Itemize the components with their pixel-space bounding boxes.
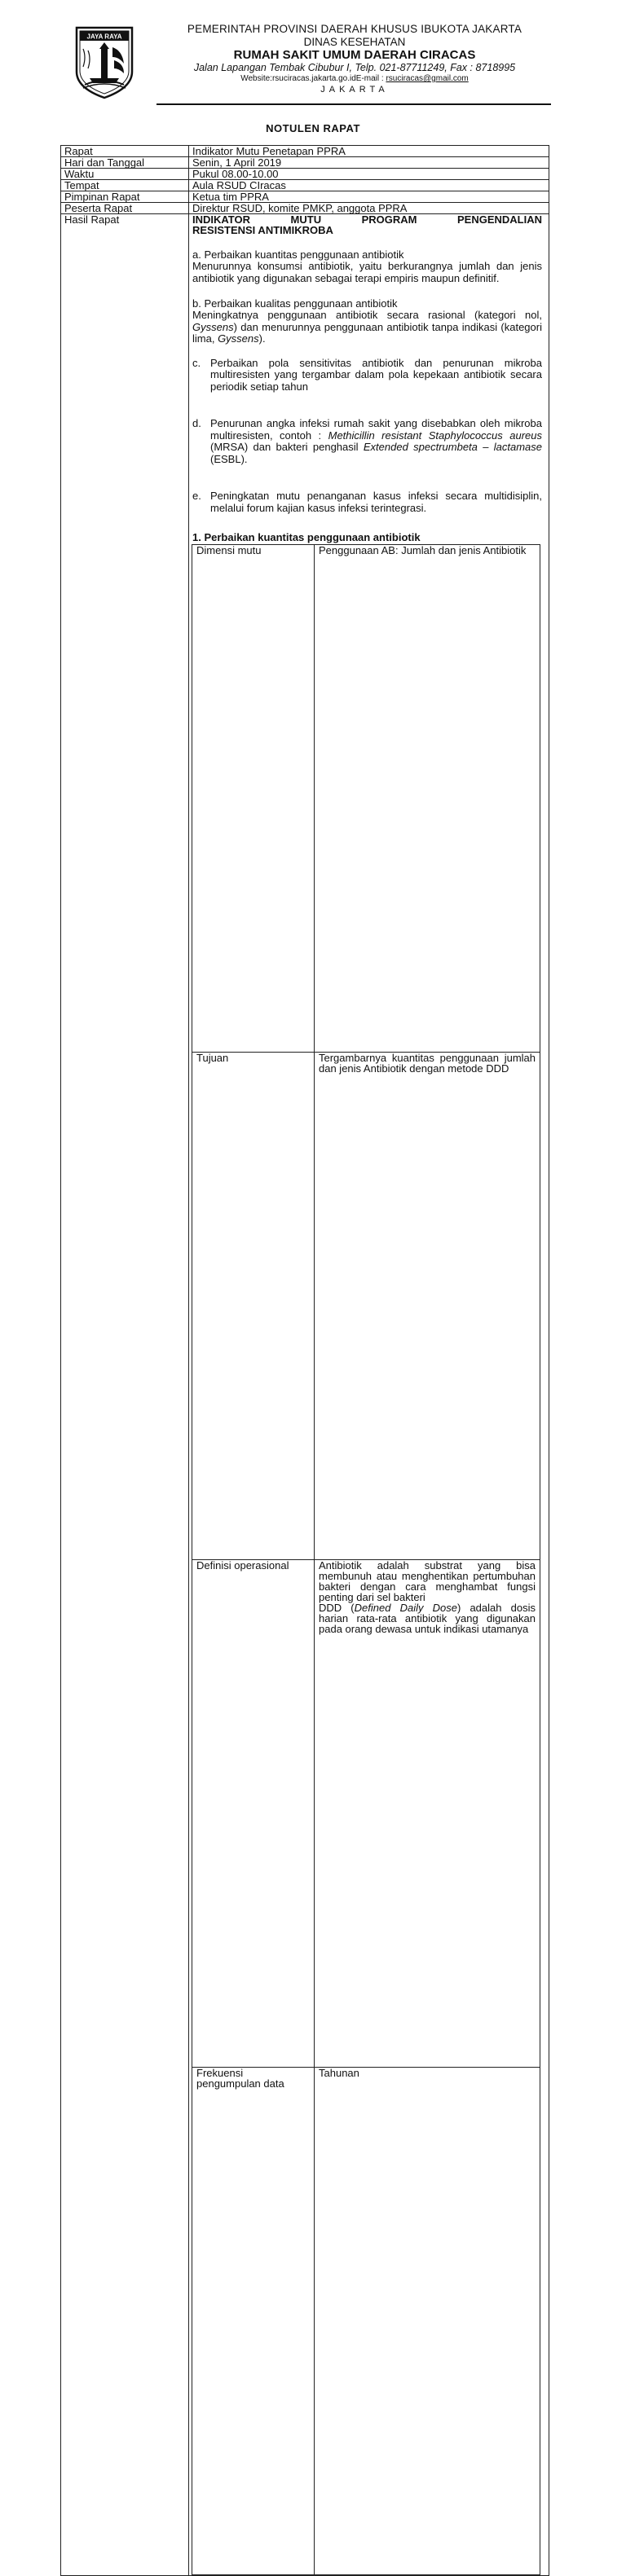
table-row-hasil bbox=[61, 214, 549, 2576]
section-1-title: 1. Perbaikan kuantitas penggunaan antibiotik bbox=[192, 531, 421, 543]
hospital-name: RUMAH SAKIT UMUM DAERAH CIRACAS bbox=[233, 48, 476, 62]
indicator-label: Dimensi mutu bbox=[192, 545, 315, 1053]
table-row bbox=[61, 157, 549, 169]
item-a-body: Menurunnya konsumsi antibiotik, yaitu berkurangnya jumlah dan jenis antibiotik yang digunakan sebagai terapi empiris maupun definitif. bbox=[192, 260, 542, 284]
table-row bbox=[61, 146, 549, 157]
ddd-text2: ) adalah dosis harian rata-rata antibiotik yang digunakan pada orang dewasa untuk indikasi utamanya bbox=[319, 1602, 536, 1635]
department-name: DINAS KESEHATAN bbox=[303, 36, 406, 48]
indicator-value: Penggunaan AB: Jumlah dan jenis Antibiotik bbox=[315, 545, 540, 1053]
item-e-label: e. bbox=[192, 490, 201, 502]
item-c-body: Perbaikan pola sensitivitas antibiotik dan penurunan mikroba multiresisten yang tergambar dalam pola kepekaan antibiotik secara periodik setiap tahun bbox=[210, 356, 542, 393]
item-d-text2: (MRSA) dan bakteri penghasil bbox=[210, 441, 364, 453]
row-value: Ketua tim PPRA bbox=[189, 191, 549, 203]
item-c bbox=[192, 358, 542, 393]
item-d bbox=[192, 418, 542, 465]
item-e-body: Peningkatan mutu penanganan kasus infeksi secara multidisiplin, melalui forum kajian kasus infeksi terintegrasi. bbox=[210, 490, 542, 514]
item-b-body bbox=[192, 310, 542, 345]
table-row bbox=[61, 191, 549, 203]
indicator-row bbox=[192, 1560, 540, 2068]
hasil-title-line1: INDIKATOR MUTU PROGRAM PENGENDALIAN bbox=[192, 213, 542, 226]
website-text: Website:rsuciracas.jakarta.go.idE-mail : bbox=[240, 74, 386, 83]
indicator-value: Tahunan bbox=[315, 2068, 540, 2575]
row-label: Waktu bbox=[61, 169, 189, 180]
indicator-table bbox=[192, 544, 540, 2575]
hospital-address: Jalan Lapangan Tembak Cibubur I, Telp. 021-87711249, Fax : 8718995 bbox=[193, 62, 516, 73]
website-line bbox=[155, 74, 554, 84]
row-label: Rapat bbox=[61, 146, 189, 157]
ddd-text1: DDD ( bbox=[319, 1602, 355, 1614]
government-name: PEMERINTAH PROVINSI DAERAH KHUSUS IBUKOTA JAKARTA bbox=[187, 23, 522, 35]
hasil-content bbox=[189, 214, 549, 2576]
item-a-heading: a. Perbaikan kuantitas penggunaan antibiotik bbox=[192, 248, 404, 261]
row-value: Direktur RSUD, komite PMKP, anggota PPRA bbox=[189, 203, 549, 214]
indicator-label: Definisi operasional bbox=[192, 1560, 315, 2068]
table-row bbox=[61, 203, 549, 214]
email-link[interactable]: rsuciracas@gmail.com bbox=[386, 74, 469, 83]
letterhead-divider bbox=[156, 103, 551, 105]
definisi-antibiotik: Antibiotik adalah substrat yang bisa membunuh atau menghentikan pertumbuhan bakteri dengan cara menghambat fungsi penting dari sel bakteri bbox=[319, 1559, 536, 1603]
item-d-text1: Penurunan angka infeksi rumah sakit yang disebabkan oleh mikroba multiresisten, contoh : bbox=[210, 417, 542, 442]
hasil-title-line2: RESISTENSI ANTIMIKROBA bbox=[192, 224, 333, 236]
ddd-italic: Defined Daily Dose bbox=[354, 1602, 457, 1614]
svg-text:JAYA RAYA: JAYA RAYA bbox=[86, 33, 122, 41]
item-b-gyssens2: Gyssens bbox=[218, 332, 259, 345]
indicator-row bbox=[192, 1053, 540, 1560]
indicator-label: Tujuan bbox=[192, 1053, 315, 1560]
city-name: JAKARTA bbox=[320, 85, 389, 95]
indicator-row bbox=[192, 545, 540, 1053]
minutes-table bbox=[60, 145, 549, 2576]
row-value: Aula RSUD CIracas bbox=[189, 180, 549, 191]
row-label: Peserta Rapat bbox=[61, 203, 189, 214]
item-d-esbl: Extended spectrumbeta – lactamase bbox=[363, 441, 543, 453]
item-b-gyssens1: Gyssens bbox=[192, 320, 234, 333]
item-e bbox=[192, 490, 542, 514]
indicator-value bbox=[315, 1560, 540, 2068]
row-value: Senin, 1 April 2019 bbox=[189, 157, 549, 169]
item-b-text1: Meningkatnya penggunaan antibiotik secara rasional (kategori nol, bbox=[192, 309, 542, 321]
item-d-mrsa: Methicillin resistant Staphylococcus aureus bbox=[328, 429, 542, 442]
row-value: Pukul 08.00-10.00 bbox=[189, 169, 549, 180]
table-row bbox=[61, 180, 549, 191]
row-label: Tempat bbox=[61, 180, 189, 191]
row-label: Hasil Rapat bbox=[61, 214, 189, 2576]
item-b-text3: ). bbox=[258, 332, 266, 345]
row-label: Hari dan Tanggal bbox=[61, 157, 189, 169]
jaya-raya-emblem-icon bbox=[72, 24, 137, 99]
definisi-ddd bbox=[319, 1602, 536, 1634]
indicator-row bbox=[192, 2068, 540, 2575]
item-d-text3: (ESBL). bbox=[210, 452, 248, 465]
table-row bbox=[61, 169, 549, 180]
indicator-label: Frekuensi pengumpulan data bbox=[192, 2068, 315, 2575]
letterhead-text bbox=[155, 23, 554, 95]
letterhead bbox=[65, 23, 554, 101]
item-d-label: d. bbox=[192, 417, 201, 429]
indicator-value: Tergambarnya kuantitas penggunaan jumlah dan jenis Antibiotik dengan metode DDD bbox=[315, 1053, 540, 1560]
item-b-heading: b. Perbaikan kualitas penggunaan antibiotik bbox=[192, 297, 398, 310]
item-c-label: c. bbox=[192, 356, 201, 369]
document-title: NOTULEN RAPAT bbox=[266, 122, 360, 134]
item-b-text2: ) dan menurunnya penggunaan antibiotik tanpa indikasi (kategori lima, bbox=[192, 320, 542, 345]
row-label: Pimpinan Rapat bbox=[61, 191, 189, 203]
row-value: Indikator Mutu Penetapan PPRA bbox=[189, 146, 549, 157]
